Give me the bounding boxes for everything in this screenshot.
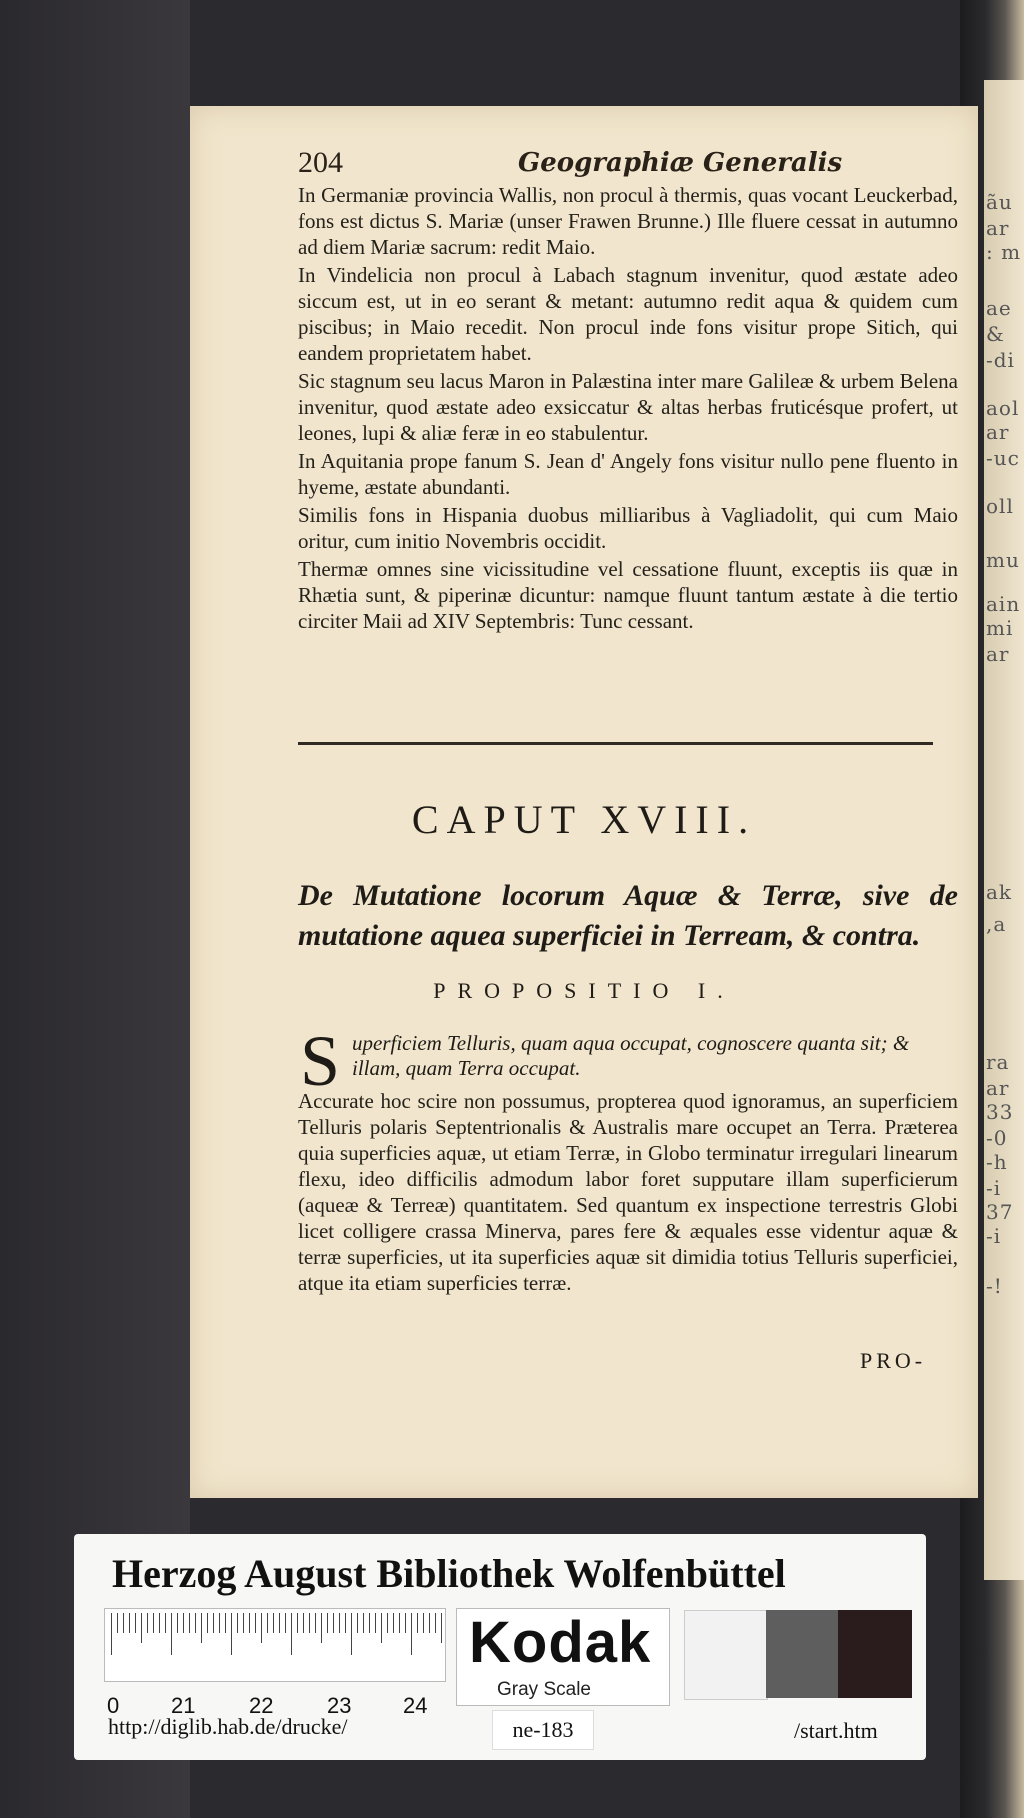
ruler-tick (369, 1613, 370, 1633)
neighbor-page-fragment: ar (986, 1076, 1010, 1100)
ruler-tick (279, 1613, 280, 1633)
ruler-tick (123, 1613, 124, 1633)
library-url: http://diglib.hab.de/drucke/ (108, 1714, 348, 1739)
chapter-subtitle: De Mutatione locorum Aquæ & Terræ, sive de mutatione aquea superficiei in Terream, & contra. (298, 879, 958, 952)
neighbor-page-fragment: mi (986, 616, 1014, 640)
ruler-tick (129, 1613, 130, 1633)
ruler-tick (357, 1613, 358, 1633)
neighbor-page-fragment: : m (986, 240, 1022, 264)
ruler-tick (147, 1613, 148, 1633)
ruler-tick (429, 1613, 430, 1633)
ruler-label: 21 (171, 1693, 196, 1718)
paragraph: In Aquitania prope fanum S. Jean d' Angely fons visitur nullo pene fluento in hyeme, æstate abundanti. (298, 449, 958, 499)
neighbor-page-fragment: 33 (986, 1100, 1014, 1124)
ruler-label: 23 (327, 1693, 352, 1718)
neighbor-page-fragment: -i (986, 1176, 1002, 1200)
gray-swatch-light (684, 1610, 768, 1700)
ruler-tick (273, 1613, 274, 1633)
ruler-tick (405, 1613, 406, 1633)
section-rule (298, 742, 933, 745)
ruler-tick (417, 1613, 418, 1633)
ruler-label: 24 (403, 1693, 428, 1718)
catchword: PRO- (860, 1348, 927, 1373)
ruler-tick (261, 1613, 262, 1643)
proposition-statement: uperficiem Telluris, quam aqua occupat, cognoscere quanta sit; & illam, quam Terra occupat. (352, 1031, 910, 1080)
running-title: Geographiæ Generalis (518, 148, 843, 178)
neighbor-page-fragment: ra (986, 1050, 1010, 1074)
ruler-tick (315, 1613, 316, 1633)
neighbor-page-fragment: aol (986, 396, 1020, 420)
ruler-tick (327, 1613, 328, 1633)
institution-name: Herzog August Bibliothek Wolfenbüttel (112, 1551, 786, 1596)
ruler-tick (339, 1613, 340, 1633)
neighbor-page-fragment: & (986, 322, 1005, 346)
proposition-heading: PROPOSITIO I. (433, 978, 735, 1003)
ruler-tick (225, 1613, 226, 1633)
proposition-body (298, 1088, 958, 1296)
neighbor-page-fragment: ar (986, 642, 1010, 666)
ruler-tick (237, 1613, 238, 1633)
neighbor-page-fragment: oll (986, 494, 1014, 518)
ruler-tick (195, 1613, 196, 1633)
paragraph: In Vindelicia non procul à Labach stagnum invenitur, quod æstate adeo siccum est, ut in eo serant & metant: autumno redit aqua & quidem cum piscibus; in Maio recedit. Non procul inde fons visitur prope Sitich, qui eandem proprietatem habet. (298, 263, 958, 365)
ruler-tick (345, 1613, 346, 1633)
ruler-tick (303, 1613, 304, 1633)
ruler-tick (243, 1613, 244, 1633)
neighbor-page-fragment: 37 (986, 1200, 1014, 1224)
running-header (298, 142, 958, 182)
start-page-link: /start.htm (794, 1718, 878, 1743)
ruler-tick (153, 1613, 154, 1633)
neighbor-page-fragment: ar (986, 420, 1010, 444)
ruler-tick (249, 1613, 250, 1633)
ruler-tick (189, 1613, 190, 1633)
neighbor-page-fragment: ain (986, 592, 1021, 616)
ruler-tick (393, 1613, 394, 1633)
neighbor-page-fragment: ak (986, 880, 1013, 904)
ruler-tick (171, 1613, 172, 1655)
ruler-tick (435, 1613, 436, 1633)
neighbor-page-fragment: ãu (986, 190, 1013, 214)
ruler-tick (381, 1613, 382, 1643)
page-number: 204 (298, 146, 343, 179)
ruler-tick (333, 1613, 334, 1633)
ruler-tick (321, 1613, 322, 1643)
ruler-tick (141, 1613, 142, 1643)
ruler-tick (255, 1613, 256, 1633)
paragraph: Sic stagnum seu lacus Maron in Palæstina inter mare Galileæ & urbem Belena invenitur, quod æstate adeo exsiccatur & altas herbas fruticésque profert, ut leones, lupi & aliæ feræ in eo stabulentur. (298, 369, 958, 445)
ruler-tick (309, 1613, 310, 1633)
neighbor-page-fragment: ae (986, 296, 1012, 320)
ruler-tick (165, 1613, 166, 1633)
gray-swatch-mid (766, 1610, 838, 1698)
ruler-tick (159, 1613, 160, 1633)
ruler-tick (297, 1613, 298, 1633)
ruler-tick (291, 1613, 292, 1655)
neighbor-page-fragment: -uc (986, 446, 1020, 470)
neighbor-page-fragment: -i (986, 1224, 1002, 1248)
neighbor-page-fragment: -0 (986, 1126, 1008, 1150)
ruler-tick (135, 1613, 136, 1633)
ruler-label: 0 (107, 1693, 120, 1718)
ruler-tick (351, 1613, 352, 1655)
ruler-tick (201, 1613, 202, 1643)
drop-cap: S (300, 1021, 341, 1101)
book-page (190, 106, 978, 1498)
neighbor-page-fragment: -! (986, 1274, 1003, 1298)
neighbor-page-fragment: ar (986, 216, 1010, 240)
ruler-tick (375, 1613, 376, 1633)
paragraph: Accurate hoc scire non possumus, propterea quod ignoramus, an superficiem Telluris polaris Septentrionalis & Australis mare occupet an Terra. Præterea quia superficies aquæ, ut etiam Terræ, in Globo terminatur irregulari linearum flexu, ideo difficilis admodum labor foret supputare illam superficierum (aqueæ & Terreæ) quantitatem. Sed quantum ex inspectione terrestris Globi licet colligere crassa Minerva, pares fere & æquales esse videntur aquæ & terræ superficies, ut ita superficies aquæ sit dimidia totius Telluris superficiei, atque ita etiam superficies terræ. (298, 1089, 958, 1295)
ruler (104, 1608, 446, 1718)
ruler-tick (183, 1613, 184, 1633)
ruler-tick (219, 1613, 220, 1633)
color-target-card (74, 1534, 926, 1760)
paragraph: Similis fons in Hispania duobus milliaribus à Vagliadolit, qui cum Maio oritur, cum initio Novembris occidit. (298, 503, 958, 553)
ruler-tick (411, 1613, 412, 1655)
ruler-tick (117, 1613, 118, 1633)
ruler-tick (441, 1613, 442, 1643)
ruler-label: 22 (249, 1693, 274, 1718)
ruler-tick (231, 1613, 232, 1655)
gray-swatch-dark (838, 1610, 912, 1698)
neighbor-page-fragment: ,a (986, 912, 1007, 936)
gray-scale-label: Gray Scale (497, 1679, 591, 1700)
ruler-tick (207, 1613, 208, 1633)
neighbor-page-fragment: mu (986, 548, 1020, 572)
kodak-logo-box (456, 1608, 670, 1706)
ruler-tick (399, 1613, 400, 1633)
ruler-tick (177, 1613, 178, 1633)
ruler-tick (387, 1613, 388, 1633)
neighbor-page-fragment: -h (986, 1150, 1008, 1174)
paragraph: In Germaniæ provincia Wallis, non procul à thermis, quas vocant Leuckerbad, fons est dictus S. Mariæ (unser Frawen Brunne.) Ille fluere cessat in autumno ad diem Mariæ sacrum: redit Maio. (298, 183, 958, 259)
ruler-tick (285, 1613, 286, 1633)
shelfmark: ne-183 (492, 1710, 594, 1750)
neighbor-page-fragment: -di (986, 348, 1015, 372)
ruler-tick (111, 1613, 112, 1655)
chapter-heading: CAPUT XVIII. (411, 797, 757, 842)
paragraph: Thermæ omnes sine vicissitudine vel cessatione fluunt, exceptis iis quæ in Rhætia sunt, & piperinæ dicuntur: namque fluunt tantum æstate à die tertio circiter Maii ad XIV Septembris: Tunc cessant. (298, 557, 958, 633)
ruler-tick (267, 1613, 268, 1633)
ruler-tick (363, 1613, 364, 1633)
text-block-top (298, 182, 958, 634)
ruler-tick (423, 1613, 424, 1633)
ruler-tick (213, 1613, 214, 1633)
kodak-logo: Kodak (469, 1610, 652, 1675)
